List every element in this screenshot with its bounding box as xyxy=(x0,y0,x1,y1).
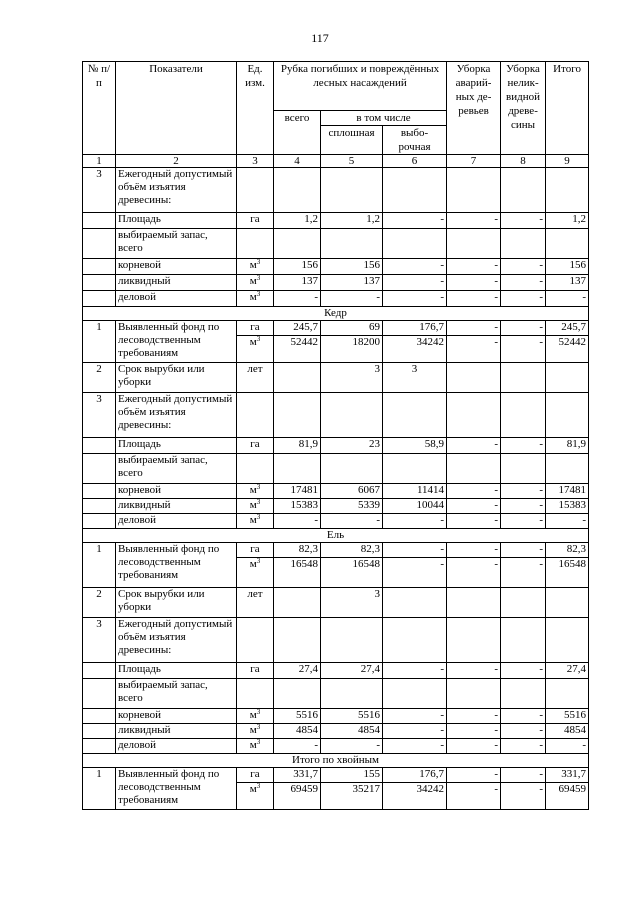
unit-cell: $м^3$ xyxy=(237,724,274,739)
table-row xyxy=(83,514,589,529)
value-cell: - xyxy=(501,259,546,275)
value-cell: 52442 xyxy=(546,336,589,363)
table-row xyxy=(83,363,589,393)
col-num: 1 xyxy=(83,155,116,168)
header-indicators: Показатели xyxy=(116,62,237,155)
value-cell: 15383 xyxy=(546,499,589,514)
value-cell: 155 xyxy=(321,768,383,783)
row-number: 3 xyxy=(83,393,116,438)
value-cell: 1,2 xyxy=(274,213,321,229)
value-cell: 27,4 xyxy=(274,663,321,679)
value-cell: - xyxy=(501,484,546,499)
unit-cell: га xyxy=(237,543,274,558)
value-cell: - xyxy=(447,275,501,291)
value-cell: - xyxy=(546,514,589,529)
header-unit: Ед. изм. xyxy=(237,62,274,155)
header-including: в том числе xyxy=(321,111,447,126)
row-label: Площадь xyxy=(116,213,237,229)
col-num: 9 xyxy=(546,155,589,168)
value-cell: - xyxy=(501,213,546,229)
row-label: деловой xyxy=(116,291,237,307)
value-cell: - xyxy=(383,275,447,291)
value-cell: 176,7 xyxy=(383,321,447,336)
row-label: Выявленный фонд по лесоводственным требованиям xyxy=(116,321,237,363)
value-cell: - xyxy=(501,336,546,363)
value-cell: 5339 xyxy=(321,499,383,514)
value-cell: 16548 xyxy=(546,558,589,588)
header-no: № п/п xyxy=(83,62,116,155)
value-cell: - xyxy=(383,543,447,558)
value-cell: - xyxy=(447,321,501,336)
value-cell: - xyxy=(447,499,501,514)
value-cell: 69459 xyxy=(546,783,589,810)
row-label: Ежегодный допустимый объём изъятия древесины: xyxy=(116,618,237,663)
row-number: 3 xyxy=(83,618,116,663)
unit-cell: $м^3$ xyxy=(237,739,274,754)
value-cell: - xyxy=(447,783,501,810)
value-cell: - xyxy=(447,336,501,363)
section-header-row xyxy=(83,529,589,543)
value-cell: - xyxy=(501,514,546,529)
value-cell: 82,3 xyxy=(546,543,589,558)
value-cell: 5516 xyxy=(321,709,383,724)
table-row xyxy=(83,724,589,739)
value-cell: - xyxy=(501,558,546,588)
value-cell: 156 xyxy=(546,259,589,275)
value-cell: 5516 xyxy=(274,709,321,724)
row-number: 1 xyxy=(83,543,116,588)
row-number: 2 xyxy=(83,588,116,618)
row-number: 1 xyxy=(83,321,116,363)
value-cell: - xyxy=(447,291,501,307)
value-cell: 17481 xyxy=(274,484,321,499)
value-cell: 5516 xyxy=(546,709,589,724)
row-number: 1 xyxy=(83,768,116,810)
value-cell: - xyxy=(383,663,447,679)
unit-cell: га xyxy=(237,768,274,783)
value-cell: - xyxy=(383,709,447,724)
header-selective: выбо-рочная xyxy=(383,126,447,155)
unit-cell: га xyxy=(237,663,274,679)
value-cell: - xyxy=(501,739,546,754)
table-row xyxy=(83,588,589,618)
value-cell: - xyxy=(274,291,321,307)
value-cell: 16548 xyxy=(274,558,321,588)
col-num: 5 xyxy=(321,155,383,168)
value-cell: - xyxy=(447,259,501,275)
value-cell: - xyxy=(274,739,321,754)
unit-cell: $м^3$ xyxy=(237,259,274,275)
unit-cell: $м^3$ xyxy=(237,514,274,529)
value-cell: 331,7 xyxy=(546,768,589,783)
row-label: Площадь xyxy=(116,663,237,679)
value-cell: 23 xyxy=(321,438,383,454)
value-cell: - xyxy=(501,783,546,810)
unit-cell: $м^3$ xyxy=(237,709,274,724)
value-cell: - xyxy=(383,558,447,588)
value-cell: 17481 xyxy=(546,484,589,499)
value-cell: 69459 xyxy=(274,783,321,810)
table-row xyxy=(83,321,589,336)
value-cell: - xyxy=(383,291,447,307)
table-row xyxy=(83,663,589,679)
value-cell: 137 xyxy=(274,275,321,291)
table-row xyxy=(83,709,589,724)
table-row xyxy=(83,393,589,438)
section-title: Итого по хвойным xyxy=(83,754,589,768)
value-cell: - xyxy=(501,291,546,307)
header-total: Итого xyxy=(546,62,589,155)
unit-cell: га xyxy=(237,438,274,454)
value-cell: - xyxy=(383,213,447,229)
col-num: 3 xyxy=(237,155,274,168)
table-row xyxy=(83,499,589,514)
row-label: деловой xyxy=(116,739,237,754)
table-row xyxy=(83,275,589,291)
col-num: 4 xyxy=(274,155,321,168)
header-emergency: Уборка аварий-ных де-ревьев xyxy=(447,62,501,155)
value-cell: - xyxy=(447,768,501,783)
value-cell: 52442 xyxy=(274,336,321,363)
value-cell: - xyxy=(501,321,546,336)
table-row xyxy=(83,438,589,454)
value-cell: 1,2 xyxy=(321,213,383,229)
row-label: Выявленный фонд по лесоводственным требованиям xyxy=(116,543,237,588)
unit-cell: лет xyxy=(237,588,274,618)
header-felling: Рубка погибших и повреждённых лесных насаждений xyxy=(274,62,447,111)
value-cell: 81,9 xyxy=(546,438,589,454)
table-row xyxy=(83,291,589,307)
value-cell: 16548 xyxy=(321,558,383,588)
value-cell: 11414 xyxy=(383,484,447,499)
felling-table xyxy=(82,61,589,810)
row-label: Площадь xyxy=(116,438,237,454)
value-cell: - xyxy=(447,663,501,679)
section-header-row xyxy=(83,754,589,768)
value-cell: - xyxy=(501,663,546,679)
row-label: корневой xyxy=(116,484,237,499)
col-num: 7 xyxy=(447,155,501,168)
row-label: корневой xyxy=(116,709,237,724)
table-row xyxy=(83,259,589,275)
table-row xyxy=(83,213,589,229)
col-num: 6 xyxy=(383,155,447,168)
value-cell: - xyxy=(383,724,447,739)
row-label: выбираемый запас, всего xyxy=(116,229,237,259)
table-row xyxy=(83,679,589,709)
value-cell: 27,4 xyxy=(321,663,383,679)
value-cell: 331,7 xyxy=(274,768,321,783)
row-label: Срок вырубки или уборки xyxy=(116,363,237,393)
table-row xyxy=(83,618,589,663)
value-cell: 245,7 xyxy=(274,321,321,336)
unit-cell: га xyxy=(237,321,274,336)
value-cell: 58,9 xyxy=(383,438,447,454)
value-cell: 3 xyxy=(321,588,383,618)
value-cell: - xyxy=(546,739,589,754)
row-label: Ежегодный допустимый объём изъятия древесины: xyxy=(116,393,237,438)
row-label: выбираемый запас, всего xyxy=(116,679,237,709)
value-cell: 137 xyxy=(546,275,589,291)
column-numbers-row xyxy=(83,155,589,168)
header-illiquid: Уборка нелик-видной древе-сины xyxy=(501,62,546,155)
table-row xyxy=(83,484,589,499)
value-cell: 10044 xyxy=(383,499,447,514)
value-cell: - xyxy=(447,543,501,558)
value-cell: 69 xyxy=(321,321,383,336)
table-row xyxy=(83,168,589,213)
value-cell: 4854 xyxy=(274,724,321,739)
value-cell: 34242 xyxy=(383,336,447,363)
value-cell: 35217 xyxy=(321,783,383,810)
value-cell: - xyxy=(383,739,447,754)
unit-cell: $м^3$ xyxy=(237,291,274,307)
value-cell: - xyxy=(501,768,546,783)
table-row xyxy=(83,768,589,783)
row-label: ликвидный xyxy=(116,724,237,739)
value-cell: - xyxy=(447,514,501,529)
row-label: ликвидный xyxy=(116,275,237,291)
value-cell: - xyxy=(447,724,501,739)
value-cell: - xyxy=(321,291,383,307)
row-label: деловой xyxy=(116,514,237,529)
value-cell: - xyxy=(546,291,589,307)
value-cell: 4854 xyxy=(321,724,383,739)
row-label: корневой xyxy=(116,259,237,275)
value-cell: 245,7 xyxy=(546,321,589,336)
unit-cell: $м^3$ xyxy=(237,484,274,499)
page-number: 117 xyxy=(311,31,329,45)
unit-cell: $м^3$ xyxy=(237,275,274,291)
table-row xyxy=(83,739,589,754)
row-label: ликвидный xyxy=(116,499,237,514)
section-header-row xyxy=(83,307,589,321)
table-row xyxy=(83,454,589,484)
value-cell: - xyxy=(383,259,447,275)
row-label: Срок вырубки или уборки xyxy=(116,588,237,618)
value-cell: - xyxy=(501,543,546,558)
row-number: 2 xyxy=(83,363,116,393)
value-cell: - xyxy=(321,739,383,754)
value-cell: 1,2 xyxy=(546,213,589,229)
header-clear: сплошная xyxy=(321,126,383,155)
value-cell: - xyxy=(447,558,501,588)
value-cell: 82,3 xyxy=(274,543,321,558)
value-cell: 3 xyxy=(383,363,447,393)
value-cell: - xyxy=(447,739,501,754)
value-cell: - xyxy=(501,709,546,724)
row-number: 3 xyxy=(83,168,116,213)
row-label: выбираемый запас, всего xyxy=(116,454,237,484)
value-cell: 156 xyxy=(321,259,383,275)
header-felling-total: всего xyxy=(274,111,321,155)
value-cell: - xyxy=(447,484,501,499)
value-cell: 156 xyxy=(274,259,321,275)
value-cell: 176,7 xyxy=(383,768,447,783)
table-row xyxy=(83,543,589,558)
value-cell: 81,9 xyxy=(274,438,321,454)
section-title: Кедр xyxy=(83,307,589,321)
row-label: Выявленный фонд по лесоводственным требованиям xyxy=(116,768,237,810)
value-cell: 4854 xyxy=(546,724,589,739)
value-cell: - xyxy=(447,213,501,229)
unit-cell: га xyxy=(237,213,274,229)
value-cell: - xyxy=(321,514,383,529)
value-cell: - xyxy=(501,499,546,514)
section-title: Ель xyxy=(83,529,589,543)
value-cell: 34242 xyxy=(383,783,447,810)
value-cell: 27,4 xyxy=(546,663,589,679)
unit-cell: $м^3$ xyxy=(237,336,274,363)
col-num: 2 xyxy=(116,155,237,168)
value-cell: - xyxy=(383,514,447,529)
value-cell: - xyxy=(274,514,321,529)
value-cell: 15383 xyxy=(274,499,321,514)
col-num: 8 xyxy=(501,155,546,168)
value-cell: - xyxy=(501,724,546,739)
row-label: Ежегодный допустимый объём изъятия древесины: xyxy=(116,168,237,213)
value-cell: - xyxy=(501,438,546,454)
value-cell: 6067 xyxy=(321,484,383,499)
value-cell: - xyxy=(501,275,546,291)
table-row xyxy=(83,229,589,259)
value-cell: 137 xyxy=(321,275,383,291)
value-cell: 82,3 xyxy=(321,543,383,558)
unit-cell: $м^3$ xyxy=(237,499,274,514)
value-cell: - xyxy=(447,709,501,724)
unit-cell: лет xyxy=(237,363,274,393)
value-cell: - xyxy=(447,438,501,454)
value-cell: 18200 xyxy=(321,336,383,363)
unit-cell: $м^3$ xyxy=(237,783,274,810)
value-cell: 3 xyxy=(321,363,383,393)
unit-cell: $м^3$ xyxy=(237,558,274,588)
